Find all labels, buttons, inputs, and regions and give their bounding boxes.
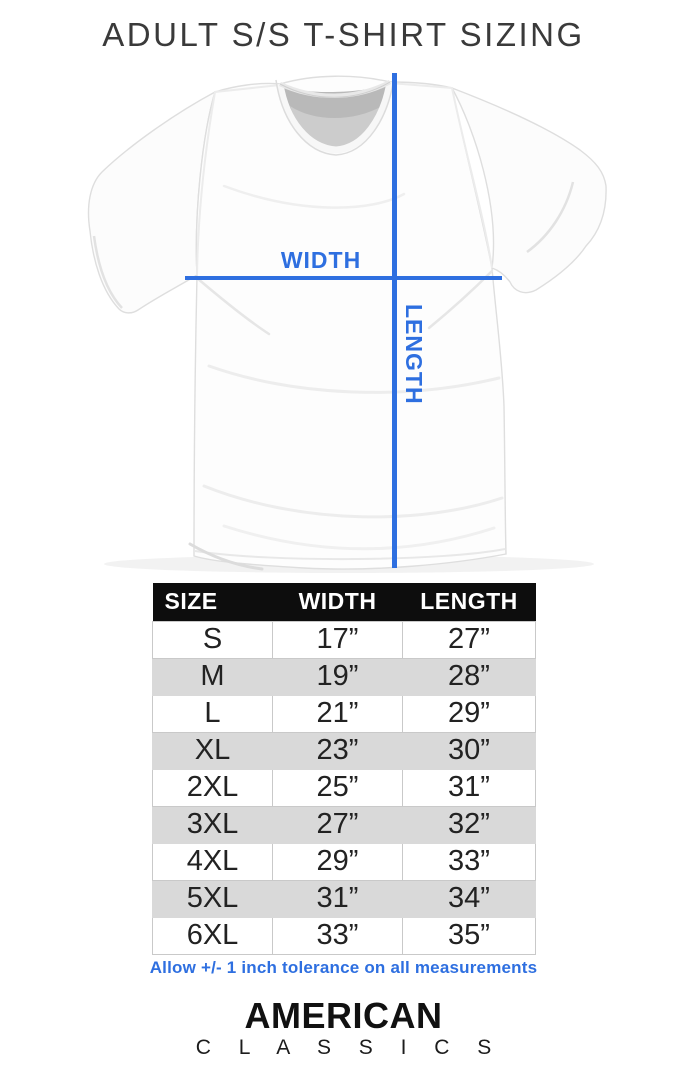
- cell-size: 5XL: [153, 880, 273, 917]
- size-table-header: [153, 583, 536, 621]
- table-row: [153, 658, 536, 695]
- table-row: [153, 880, 536, 917]
- cell-width: 33”: [273, 917, 403, 954]
- page-title: ADULT S/S T-SHIRT SIZING: [102, 16, 585, 53]
- cell-size: 3XL: [153, 806, 273, 843]
- table-row: [153, 695, 536, 732]
- cell-width: 31”: [273, 880, 403, 917]
- table-row: [153, 806, 536, 843]
- width-label: WIDTH: [280, 247, 362, 273]
- brand-name-american: AMERICAN: [244, 995, 443, 1036]
- cell-length: 28”: [403, 658, 536, 695]
- brand-logo: [0, 997, 687, 1060]
- table-row: [153, 843, 536, 880]
- width-measure-line: [185, 276, 502, 280]
- cell-length: 30”: [403, 732, 536, 769]
- size-table: [152, 583, 536, 955]
- length-label: LENGTH: [401, 304, 427, 405]
- cell-length: 27”: [403, 621, 536, 658]
- table-row: [153, 621, 536, 658]
- cell-size: 4XL: [153, 843, 273, 880]
- cell-width: 23”: [273, 732, 403, 769]
- length-measure-line: [392, 73, 397, 568]
- cell-size: 6XL: [153, 917, 273, 954]
- col-header-length: LENGTH: [403, 583, 536, 621]
- cell-length: 33”: [403, 843, 536, 880]
- table-row: [153, 917, 536, 954]
- cell-size: M: [153, 658, 273, 695]
- cell-width: 25”: [273, 769, 403, 806]
- cell-size: S: [153, 621, 273, 658]
- cell-length: 29”: [403, 695, 536, 732]
- cell-size: L: [153, 695, 273, 732]
- col-header-width: WIDTH: [273, 583, 403, 621]
- cell-length: 35”: [403, 917, 536, 954]
- cell-width: 19”: [273, 658, 403, 695]
- tolerance-note: Allow +/- 1 inch tolerance on all measurements: [149, 958, 538, 977]
- col-header-size: SIZE: [153, 583, 273, 621]
- cell-width: 17”: [273, 621, 403, 658]
- cell-size: 2XL: [153, 769, 273, 806]
- cell-width: 27”: [273, 806, 403, 843]
- tshirt-diagram: [74, 66, 614, 576]
- brand-name-classics: C L A S S I C S: [195, 1035, 503, 1059]
- cell-length: 32”: [403, 806, 536, 843]
- cell-width: 21”: [273, 695, 403, 732]
- cell-size: XL: [153, 732, 273, 769]
- cell-length: 34”: [403, 880, 536, 917]
- table-row: [153, 732, 536, 769]
- tshirt-illustration: [74, 66, 614, 576]
- cell-length: 31”: [403, 769, 536, 806]
- cell-width: 29”: [273, 843, 403, 880]
- table-row: [153, 769, 536, 806]
